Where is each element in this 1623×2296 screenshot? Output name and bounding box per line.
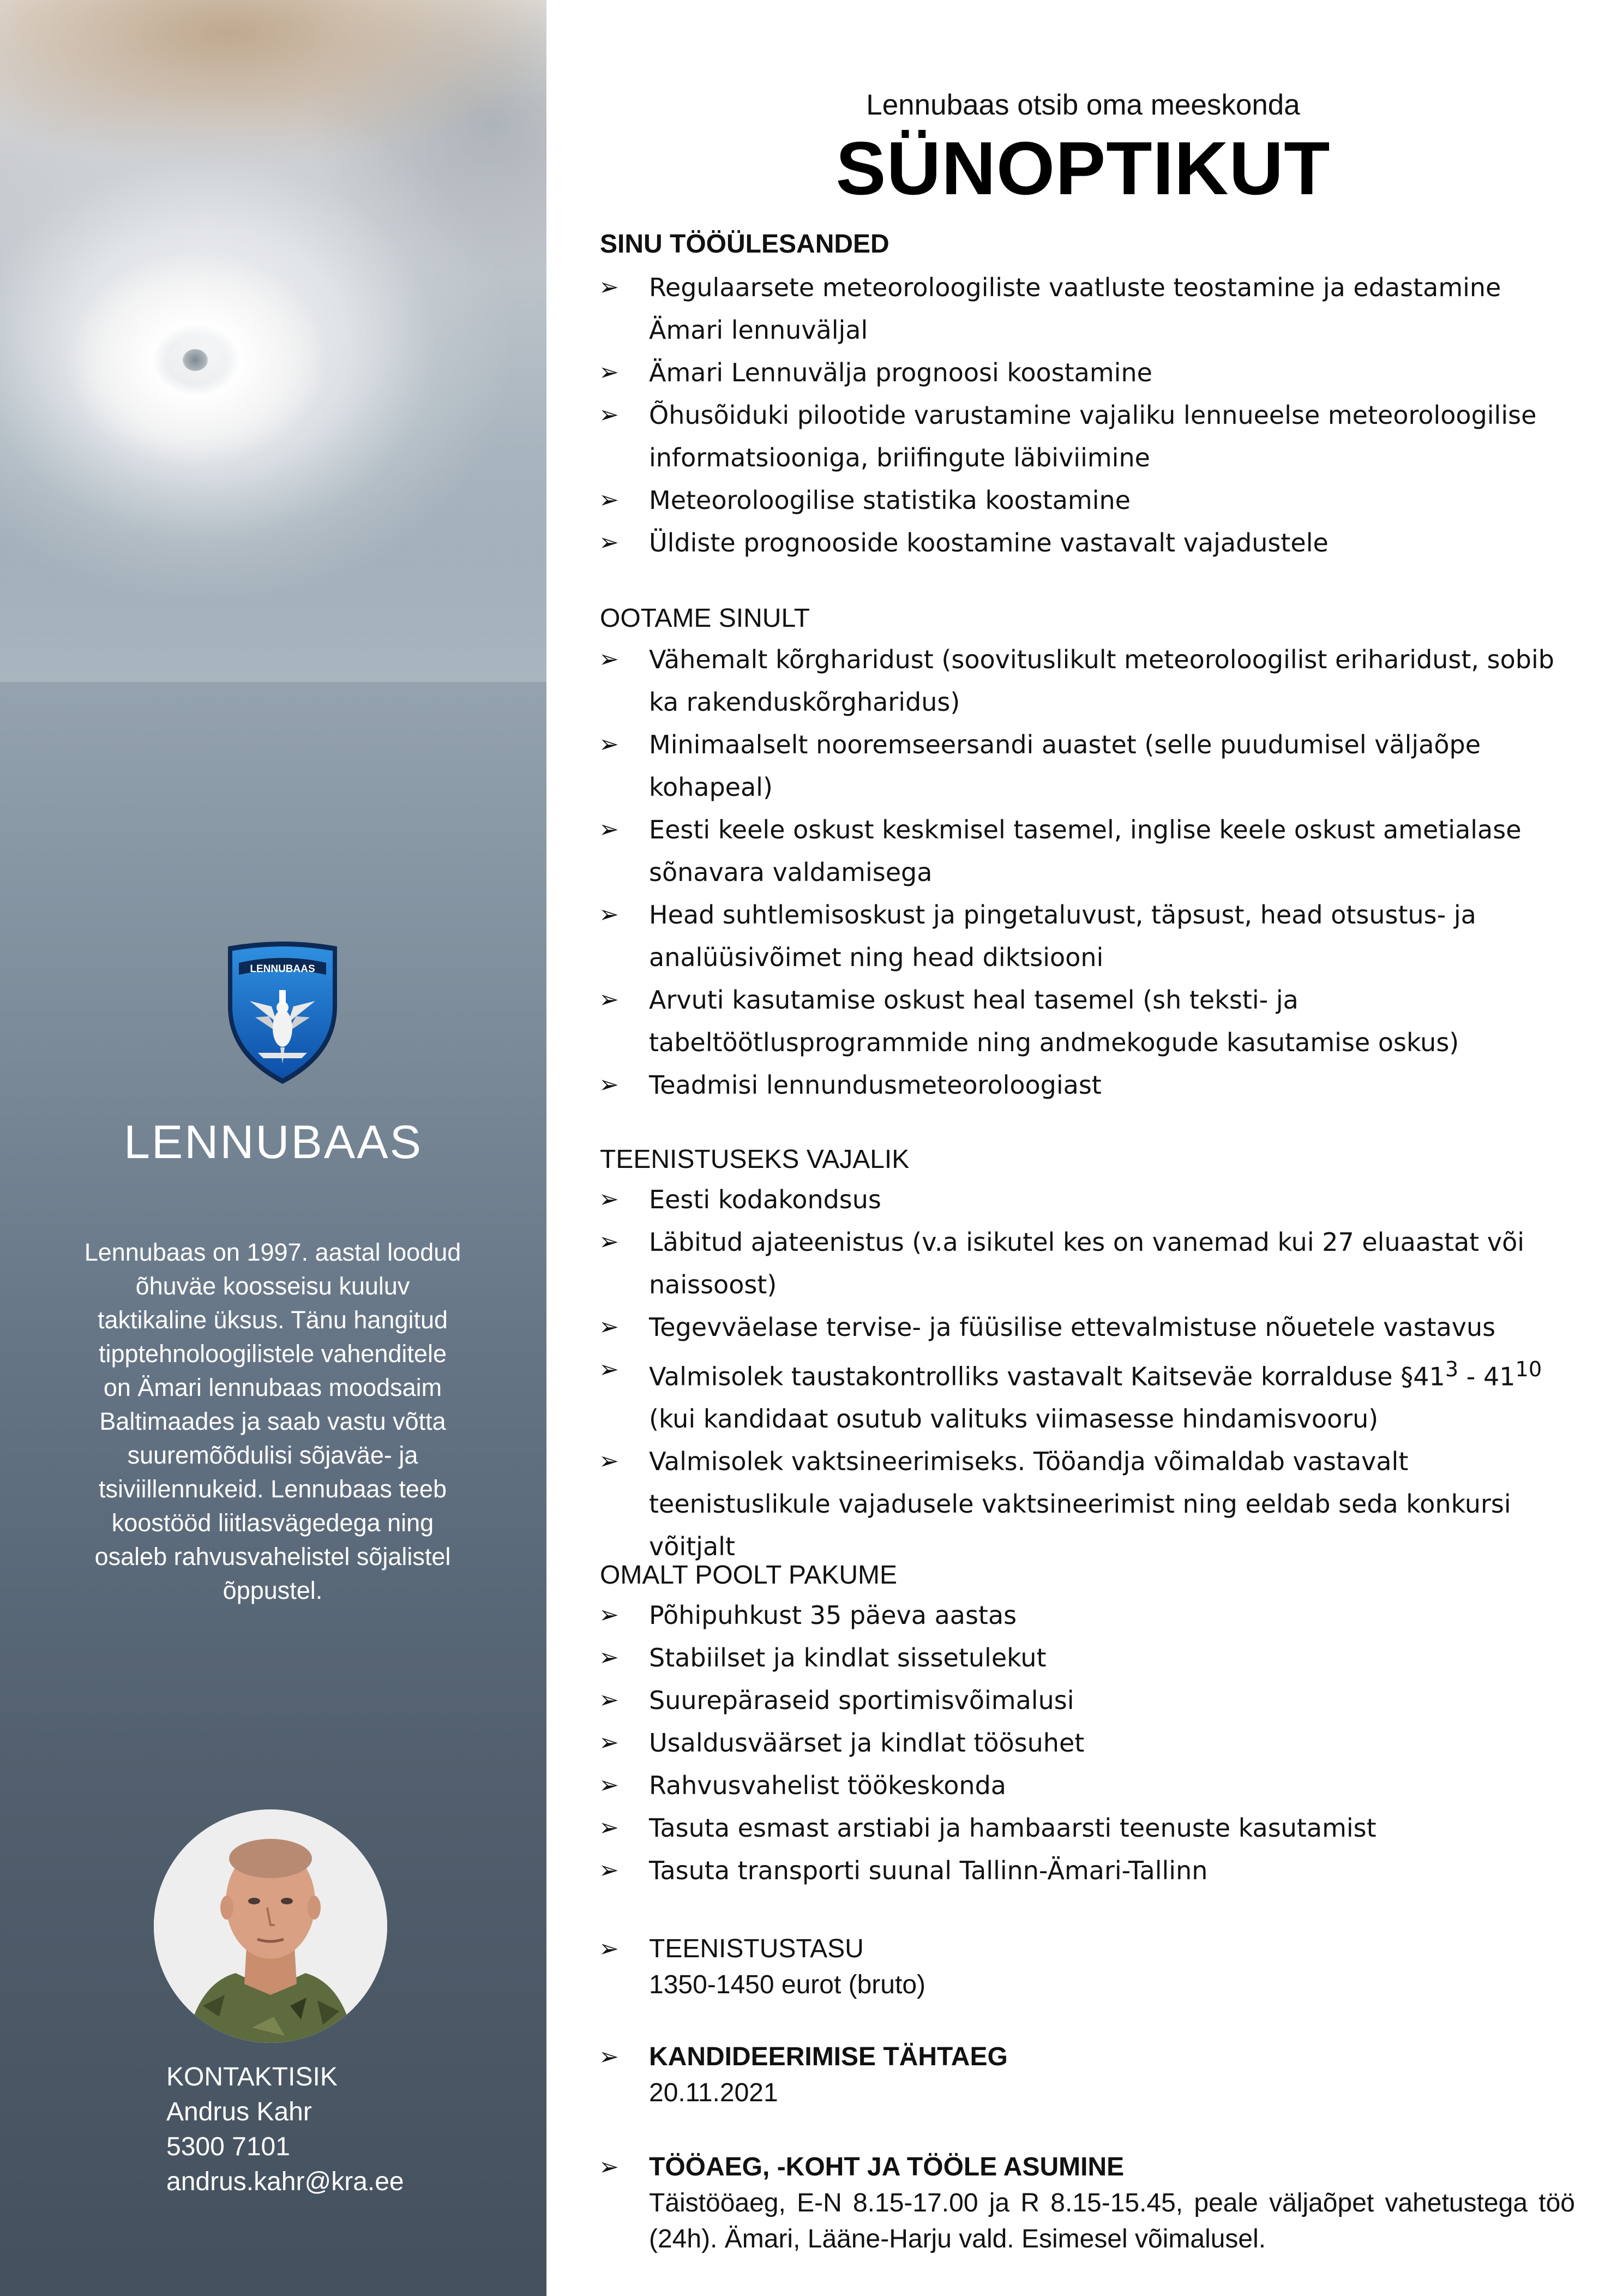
arrow-bullet-icon: ➢ [599, 1601, 619, 1629]
worktime-value: Täistööaeg, E-N 8.15-17.00 ja R 8.15-15.45, peale väljaõpet vahetustega töö (24h). Ämari, Lääne-Harju vald. Esimesel võimalusel. [649, 2189, 1575, 2253]
arrow-bullet-icon: ➢ [599, 1935, 619, 1963]
arrow-bullet-icon: ➢ [599, 1185, 619, 1213]
arrow-bullet-icon: ➢ [599, 486, 619, 514]
sidebar [0, 0, 546, 2296]
list-item: ➢ Õhusõiduki pilootide varustamine vajaliku lennueelse meteoroloogilise informatsiooniga, briifingute läbiviimine [599, 394, 1575, 479]
list-item: ➢ Minimaalselt nooremseersandi auastet (selle puudumisel väljaõpe kohapeal) [599, 723, 1575, 808]
deadline-label: KANDIDEERIMISE TÄHTAEG [649, 2042, 1008, 2071]
cyclone-satellite-image [0, 0, 546, 682]
arrow-bullet-icon: ➢ [599, 1814, 619, 1842]
lennubaas-emblem-logo [217, 941, 348, 1088]
page-subtitle: Lennubaas otsib oma meeskonda [866, 89, 1300, 121]
list-item: ➢ Läbitud ajateenistus (v.a isikutel kes on vanemad kui 27 eluaastat või naissoost) [599, 1221, 1575, 1306]
list-item: ➢ Tasuta transporti suunal Tallinn-Ämari-Tallinn [599, 1849, 1575, 1892]
deadline-block [599, 2039, 1575, 2111]
list-item: ➢ Valmisolek vaktsineerimiseks. Tööandja võimaldab vastavalt teenistuslikule vajadusele vaktsineerimist ning eeldab seda konkursi võitjalt [599, 1440, 1575, 1568]
list-item: ➢ Arvuti kasutamise oskust heal tasemel (sh teksti- ja tabeltöötlusprogrammide ning andmekogude kasutamise oskus) [599, 979, 1575, 1064]
salary-value: 1350-1450 eurot (bruto) [649, 1970, 925, 1999]
arrow-bullet-icon: ➢ [599, 1856, 619, 1884]
arrow-bullet-icon: ➢ [599, 1228, 619, 1256]
list-item: ➢ Meteoroloogilise statistika koostamine [599, 479, 1575, 521]
offer-heading: OMALT POOLT PAKUME [600, 1561, 898, 1590]
salary-block [599, 1931, 1575, 2003]
contact-photo [154, 1809, 387, 2043]
worktime-label: TÖÖAEG, -KOHT JA TÖÖLE ASUMINE [649, 2153, 1125, 2181]
contact-label: KONTAKTISIK [166, 2063, 338, 2091]
salary-label: TEENISTUSTASU [649, 1934, 864, 1963]
org-title: LENNUBAAS [124, 1116, 423, 1168]
list-item: ➢ Valmisolek taustakontrolliks vastavalt Kaitseväe korralduse $\S 41^3 - 41^{10}$ (kui kandidaat osutub valituks viimasesse hindamisvooru) [599, 1348, 1575, 1440]
arrow-bullet-icon: ➢ [599, 986, 619, 1014]
arrow-bullet-icon: ➢ [599, 2043, 619, 2071]
arrow-bullet-icon: ➢ [599, 1071, 619, 1099]
arrow-bullet-icon: ➢ [599, 730, 619, 758]
list-item: ➢ Regulaarsete meteoroloogiliste vaatluste teostamine ja edastamine Ämari lennuväljal [599, 266, 1575, 351]
arrow-bullet-icon: ➢ [599, 2153, 619, 2181]
org-description: Lennubaas on 1997. aastal loodud õhuväe koosseisu kuuluv taktikaline üksus. Tänu hangitud tipptehnoloogilistele vahenditele on Ämari lennubaas moodsaim Baltimaades ja saab vastu võtta suuremõõdulisi sõjaväe- ja tsiviillennukeid. Lennubaas teeb koostööd liitlasvägedega ning osaleb rahvusvahelistel sõjalistel õppustel. [84, 1238, 461, 1604]
list-item: ➢ Eesti keele oskust keskmisel tasemel, inglise keele oskust ametialase sõnavara valdamisega [599, 808, 1575, 894]
list-item: ➢ Usaldusväärset ja kindlat töösuhet [599, 1722, 1575, 1764]
list-item: ➢ Üldiste prognooside koostamine vastavalt vajadustele [599, 521, 1575, 564]
arrow-bullet-icon: ➢ [599, 358, 619, 386]
arrow-bullet-icon: ➢ [599, 1771, 619, 1799]
arrow-bullet-icon: ➢ [599, 273, 619, 301]
svg-text:LENNUBAAS: LENNUBAAS [250, 963, 315, 975]
deadline-value: 20.11.2021 [649, 2078, 778, 2107]
tasks-heading: SINU TÖÖÜLESANDED [600, 230, 889, 259]
requirements-heading: OOTAME SINULT [600, 604, 810, 633]
arrow-bullet-icon: ➢ [599, 1356, 619, 1383]
list-item: ➢ Teadmisi lennundusmeteoroloogiast [599, 1064, 1575, 1106]
contact-name: Andrus Kahr [166, 2097, 312, 2126]
list-item: ➢ Tasuta esmast arstiabi ja hambaarsti teenuste kasutamist [599, 1807, 1575, 1849]
arrow-bullet-icon: ➢ [599, 1644, 619, 1671]
arrow-bullet-icon: ➢ [599, 901, 619, 928]
service-list [599, 1178, 1575, 1568]
list-item: ➢ Rahvusvahelist töökeskonda [599, 1764, 1575, 1807]
list-item: ➢ Suurepäraseid sportimisvõimalusi [599, 1679, 1575, 1722]
contact-email[interactable]: andrus.kahr@kra.ee [166, 2167, 404, 2196]
contact-phone[interactable]: 5300 7101 [166, 2132, 290, 2161]
requirements-list [599, 638, 1575, 1106]
list-item: ➢ Põhipuhkust 35 päeva aastas [599, 1594, 1575, 1636]
cyclone-eye [183, 349, 208, 371]
arrow-bullet-icon: ➢ [599, 816, 619, 843]
list-item: ➢ Stabiilset ja kindlat sissetulekut [599, 1636, 1575, 1679]
list-item: ➢ Tegevväelase tervise- ja füüsilise ettevalmistuse nõuetele vastavus [599, 1306, 1575, 1348]
page-title: SÜNOPTIKUT [835, 127, 1331, 211]
arrow-bullet-icon: ➢ [599, 645, 619, 673]
arrow-bullet-icon: ➢ [599, 1447, 619, 1476]
portrait-illustration [154, 1809, 387, 2043]
tasks-list [599, 266, 1575, 564]
service-heading: TEENISTUSEKS VAJALIK [600, 1145, 910, 1174]
list-item: ➢ Ämari Lennuvälja prognoosi koostamine [599, 351, 1575, 394]
offer-list [599, 1594, 1575, 1892]
list-item: ➢ Vähemalt kõrgharidust (soovituslikult meteoroloogilist eriharidust, sobib ka rakenduskõrgharidus) [599, 638, 1575, 723]
arrow-bullet-icon: ➢ [599, 529, 619, 556]
list-item: ➢ Eesti kodakondsus [599, 1178, 1575, 1221]
arrow-bullet-icon: ➢ [599, 401, 619, 429]
contact-block [166, 2060, 404, 2199]
arrow-bullet-icon: ➢ [599, 1313, 619, 1341]
list-item: ➢ Head suhtlemisoskust ja pingetaluvust, täpsust, head otsustus- ja analüüsivõimet ning head diktsiooni [599, 894, 1575, 979]
worktime-block [599, 2149, 1575, 2257]
arrow-bullet-icon: ➢ [599, 1729, 619, 1757]
arrow-bullet-icon: ➢ [599, 1686, 619, 1714]
